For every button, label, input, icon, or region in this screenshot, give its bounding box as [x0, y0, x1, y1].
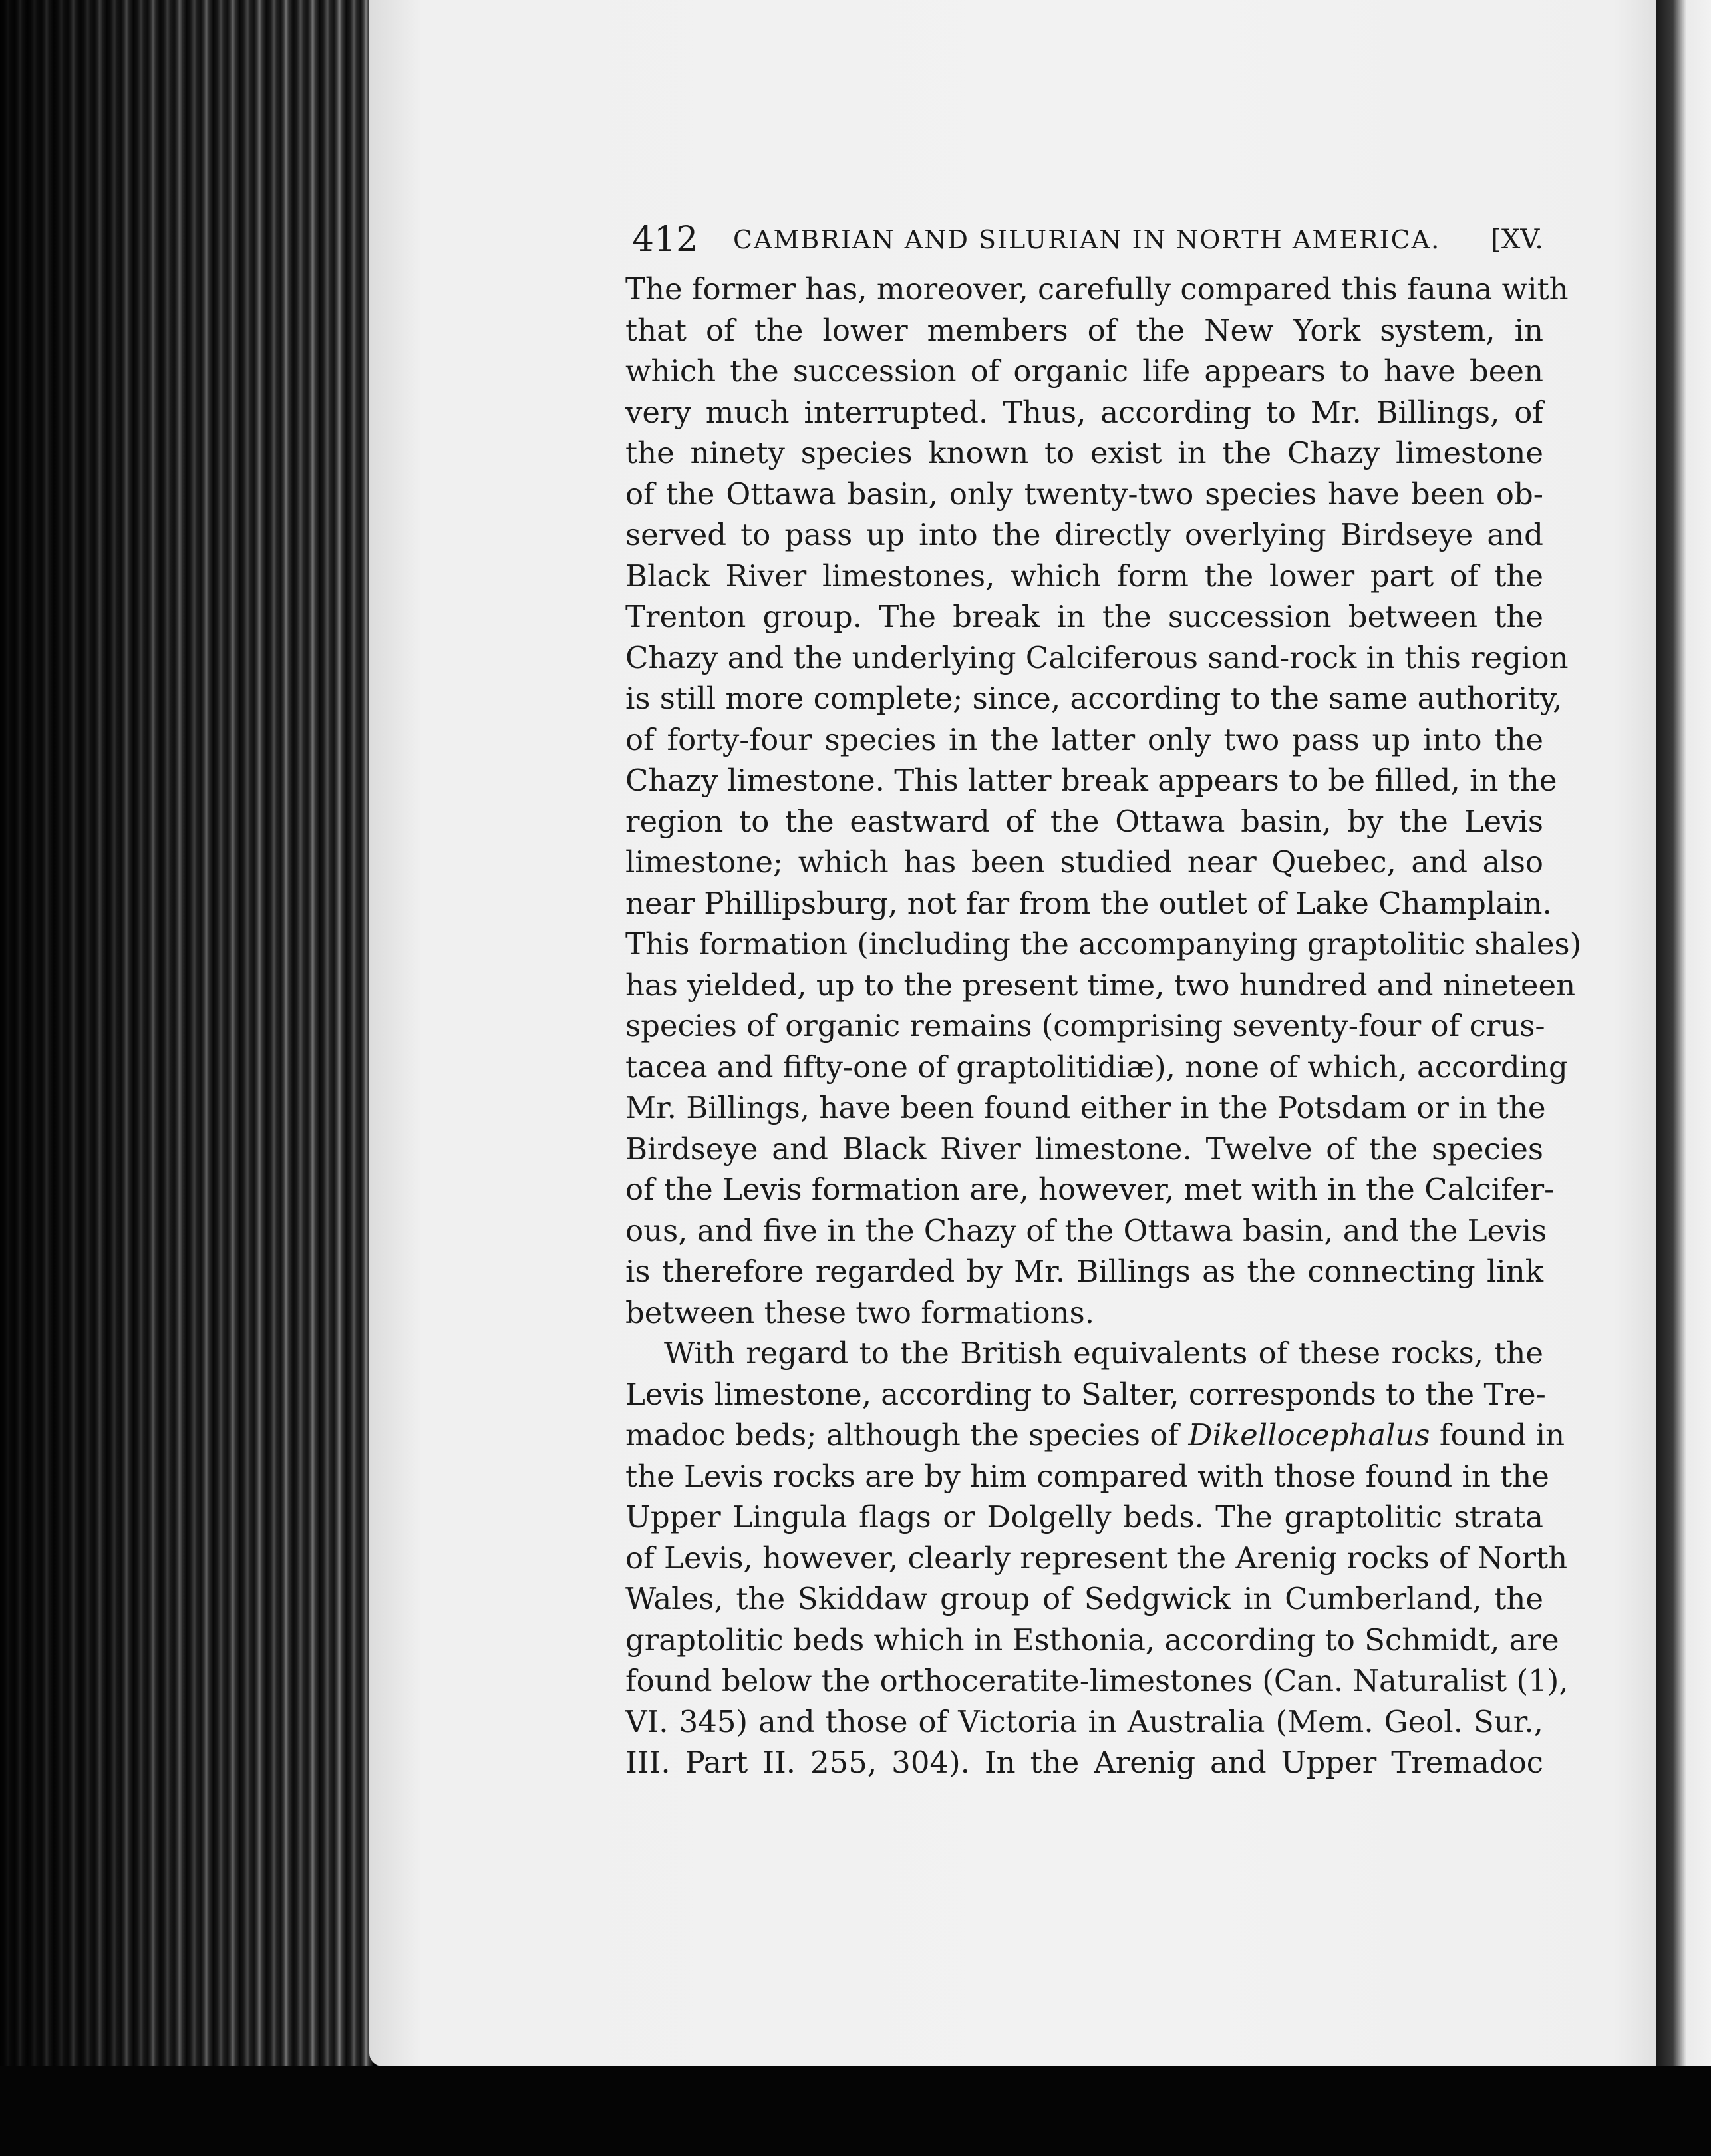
text-line: ous, and five in the Chazy of the Ottawa basin, and the Levis — [625, 1212, 1547, 1248]
text-line: of the Ottawa basin, only twenty-two species have been ob- — [625, 476, 1543, 512]
text-line: VI. 345) and those of Victoria in Australia (Mem. Geol. Sur., — [625, 1704, 1543, 1739]
page-text-block — [625, 213, 1582, 1783]
text-line: found below the orthoceratite-limestones (Can. Naturalist (1), — [625, 1663, 1569, 1698]
text-line: region to the eastward of the Ottawa basin, by the Levis — [625, 803, 1543, 839]
text-run: found in — [1430, 1417, 1565, 1453]
italic-genus-name: Dikellocephalus — [1188, 1417, 1430, 1453]
text-line: served to pass up into the directly overlying Birdseye and — [625, 517, 1543, 552]
paragraph-2 — [625, 1333, 1569, 1783]
text-line-with-italic — [625, 1415, 1565, 1456]
text-line: Levis limestone, according to Salter, corresponds to the Tre- — [625, 1376, 1546, 1412]
text-line: has yielded, up to the present time, two hundred and nineteen — [625, 967, 1576, 1003]
next-page-edge — [1656, 0, 1711, 2076]
text-line: Mr. Billings, have been found either in the Potsdam or in the — [625, 1090, 1546, 1125]
text-line: the Levis rocks are by him compared with those found in the — [625, 1458, 1549, 1494]
text-line: very much interrupted. Thus, according to Mr. Billings, of — [625, 394, 1543, 430]
text-line: of Levis, however, clearly represent the Arenig rocks of North — [625, 1540, 1568, 1576]
text-line: which the succession of organic life appears to have been — [625, 353, 1543, 389]
text-line: that of the lower members of the New York system, in — [625, 312, 1543, 348]
text-line: limestone; which has been studied near Quebec, and also — [625, 844, 1543, 880]
text-line: species of organic remains (comprising seventy-four of crus- — [625, 1008, 1545, 1043]
running-head — [625, 213, 1543, 266]
text-line: This formation (including the accompanying graptolitic shales) — [625, 926, 1582, 962]
text-line: between these two formations. — [625, 1294, 1095, 1330]
text-line: graptolitic beds which in Esthonia, according to Schmidt, are — [625, 1622, 1559, 1658]
book-page-edges — [0, 0, 373, 2156]
text-line: Wales, the Skiddaw group of Sedgwick in Cumberland, the — [625, 1581, 1543, 1616]
bottom-shadow — [0, 2066, 1711, 2156]
text-line: tacea and fifty-one of graptolitidiæ), none of which, according — [625, 1049, 1568, 1085]
text-line: Trenton group. The break in the succession between the — [625, 599, 1543, 634]
page-number: 412 — [632, 220, 699, 260]
text-line: is therefore regarded by Mr. Billings as the connecting link — [625, 1254, 1543, 1289]
running-title: CAMBRIAN AND SILURIAN IN NORTH AMERICA. — [733, 225, 1441, 254]
text-line: is still more complete; since, according to the same authority, — [625, 681, 1563, 716]
text-run: madoc beds; although the species of — [625, 1417, 1189, 1453]
text-line: III. Part II. 255, 304). In the Arenig and Upper Tremadoc — [625, 1745, 1543, 1780]
text-line: of the Levis formation are, however, met with in the Calcifer- — [625, 1172, 1555, 1207]
text-line: the ninety species known to exist in the Chazy limestone — [625, 435, 1543, 470]
text-line: Birdseye and Black River limestone. Twelve of the species — [625, 1131, 1543, 1167]
text-line: Chazy and the underlying Calciferous sand-rock in this region — [625, 639, 1569, 675]
text-line: Chazy limestone. This latter break appears to be filled, in the — [625, 763, 1557, 798]
chapter-marker: [XV. — [1491, 224, 1543, 255]
text-line: of forty-four species in the latter only two pass up into the — [625, 721, 1543, 757]
text-line: Black River limestones, which form the lower part of the — [625, 558, 1543, 594]
text-line: Upper Lingula flags or Dolgelly beds. The graptolitic strata — [625, 1499, 1543, 1534]
text-line: The former has, moreover, carefully compared this fauna with — [625, 271, 1569, 307]
text-line: With regard to the British equivalents of these rocks, the — [664, 1336, 1543, 1371]
text-line: near Phillipsburg, not far from the outlet of Lake Champlain. — [625, 885, 1552, 921]
paragraph-1 — [625, 269, 1582, 1333]
